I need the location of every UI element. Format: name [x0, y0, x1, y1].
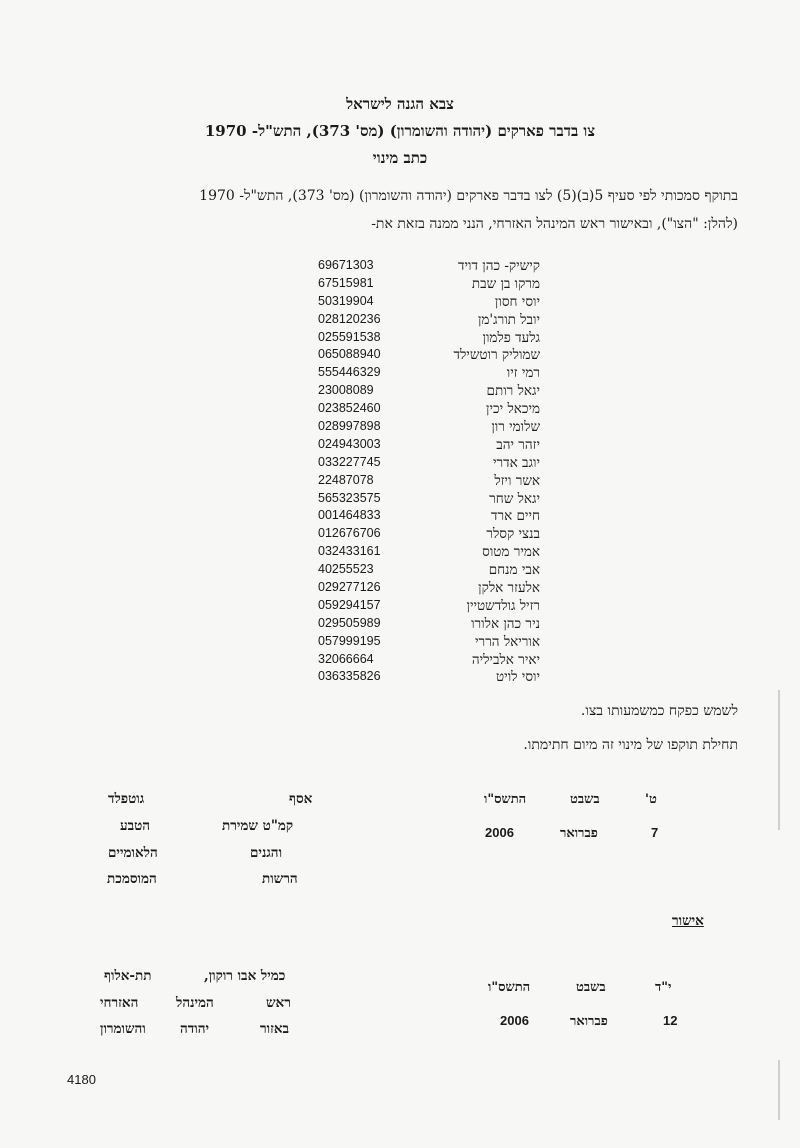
sig1-greg-month: פברואר: [560, 826, 598, 841]
appointee-name: אשר ויזל: [494, 472, 540, 489]
appointee-name: בנצי קסלר: [486, 526, 540, 543]
sig1-title-d: הלאומיים: [108, 845, 158, 861]
appointee-id: 059294157: [318, 597, 381, 612]
appointee-name: חיים ארד: [490, 508, 540, 525]
appointee-row: [300, 312, 540, 330]
appointee-name: יאיר אלביליה: [471, 651, 540, 668]
appointee-name: רזיל גולדשטיין: [466, 597, 540, 614]
sig1-title-f: המוסמכת: [107, 871, 157, 887]
appointee-row: [300, 598, 540, 616]
appointee-row: [300, 347, 540, 365]
appointee-row: [300, 544, 540, 562]
org-heading: צבא הגנה לישראל: [346, 95, 454, 113]
appointee-id: 036335826: [318, 669, 381, 684]
appointee-row: [300, 294, 540, 312]
sig1-title-c: והגנים: [250, 845, 283, 861]
sig2-title-d: באזור: [260, 1021, 290, 1037]
appointee-id: 69671303: [318, 258, 374, 272]
sig1-title-e: הרשות: [262, 871, 298, 887]
approval-label: אישור: [672, 913, 704, 929]
sig1-greg-day: 7: [651, 825, 659, 840]
sig2-greg-month: פברואר: [570, 1014, 608, 1029]
scan-edge-mark: [778, 690, 780, 830]
sig1-hebrew-year: התשס"ו: [484, 792, 527, 807]
intro-line-2: (להלן: "הצו"), ובאישור ראש המינהל האזרחי, הנני ממנה בזאת את-: [371, 216, 738, 232]
appointee-name: ניר כהן אלורו: [471, 615, 540, 632]
appointee-row: [300, 383, 540, 401]
appointee-name: אבי מנחם: [488, 562, 540, 579]
appointee-name: יוגב אדרי: [492, 454, 540, 471]
appointee-id: 012676706: [318, 526, 381, 541]
appointee-row: [300, 634, 540, 652]
appointee-name: יוסי לויט: [496, 669, 540, 686]
sig2-title-a: ראש: [266, 995, 291, 1011]
appointee-id: 028120236: [318, 311, 381, 326]
appointee-name: גלעד פלמון: [482, 329, 540, 346]
appointee-name: מיכאל יכין: [486, 401, 540, 418]
appointee-row: [300, 473, 540, 491]
appointee-id: 23008089: [318, 383, 374, 398]
appointee-name: שמוליק רוטשילד: [453, 347, 540, 364]
appointee-id: 028997898: [318, 419, 381, 434]
sig1-title-b: הטבע: [120, 818, 151, 834]
appointee-name: אוריאל הררי: [474, 633, 540, 650]
sig2-greg-year: 2006: [500, 1013, 529, 1028]
appointee-row: [300, 562, 540, 580]
appointee-id: 22487078: [318, 472, 374, 487]
sig2-title-f: והשומרון: [100, 1021, 146, 1037]
appointee-name: יזהר יהב: [496, 436, 540, 453]
validity-line: תחילת תוקפו של מינוי זה מיום חתימתו.: [523, 737, 738, 753]
appointee-id: 001464833: [318, 508, 381, 523]
order-heading: צו בדבר פארקים (יהודה והשומרון) (מס' 373), התש"ל- 1970: [204, 122, 596, 140]
appointee-id: 057999195: [318, 633, 381, 648]
appointee-id: 065088940: [318, 347, 381, 362]
appointee-row: [300, 491, 540, 509]
appointee-row: [300, 652, 540, 670]
appointee-id: 033227745: [318, 454, 381, 469]
appointee-name: יגאל רותם: [486, 383, 540, 400]
appointee-row: [300, 330, 540, 348]
scan-edge-mark: [778, 1060, 780, 1120]
appointee-row: [300, 455, 540, 473]
sig2-title-e: יהודה: [180, 1021, 210, 1037]
appointee-row: [300, 508, 540, 526]
sig1-greg-year: 2006: [485, 825, 514, 840]
appointee-id: 032433161: [318, 544, 381, 559]
appointee-id: 029277126: [318, 580, 381, 595]
appointee-name: יובל תורג'מן: [477, 311, 540, 328]
appointee-id: 555446329: [318, 365, 381, 380]
sig2-hebrew-year: התשס"ו: [488, 980, 531, 995]
appointee-name: יגאל שחר: [489, 490, 540, 507]
intro-line-1: בתוקף סמכותי לפי סעיף 5(ב)(5) לצו בדבר פארקים (יהודה והשומרון) (מס' 373), התש"ל- 1970: [199, 188, 738, 204]
appointee-list: [300, 258, 540, 687]
sig2-title-b: המינהל: [176, 995, 214, 1011]
appointee-row: [300, 437, 540, 455]
doc-type-heading: כתב מינוי: [372, 149, 428, 167]
appointee-id: 67515981: [318, 275, 374, 290]
sig1-title-a: קמ"ט שמירת: [222, 818, 294, 834]
appointee-row: [300, 365, 540, 383]
appointee-id: 024943003: [318, 436, 381, 451]
sig1-hebrew-day: ט': [645, 792, 657, 807]
sig2-title-c: האזרחי: [100, 995, 139, 1011]
appointee-id: 32066664: [318, 651, 374, 666]
sig2-rank: תת-אלוף: [104, 968, 152, 984]
appointee-name: אמיר מטוס: [482, 544, 540, 561]
appointee-row: [300, 580, 540, 598]
sig1-last-name: גוטפלד: [108, 791, 145, 807]
appointee-name: יוסי חסון: [494, 293, 540, 310]
appointee-row: [300, 276, 540, 294]
page-number: 4180: [67, 1072, 96, 1087]
appointee-row: [300, 258, 540, 276]
appointee-name: אלעזר אלקן: [478, 580, 540, 597]
appointee-name: קישיק- כהן דויד: [457, 258, 540, 274]
appointee-id: 029505989: [318, 615, 381, 630]
sig1-first-name: אסף: [289, 791, 313, 807]
appointee-id: 50319904: [318, 293, 374, 308]
appointee-row: [300, 616, 540, 634]
appointee-id: 025591538: [318, 329, 381, 344]
sig2-greg-day: 12: [663, 1013, 678, 1028]
appointee-row: [300, 401, 540, 419]
appointee-name: שלומי רון: [491, 419, 540, 436]
appointee-id: 023852460: [318, 401, 381, 416]
appointee-name: רמי זיו: [506, 365, 540, 382]
appointee-row: [300, 669, 540, 687]
appointee-row: [300, 526, 540, 544]
sig1-hebrew-month: בשבט: [570, 792, 600, 807]
appointee-id: 40255523: [318, 562, 374, 577]
sig2-hebrew-month: בשבט: [576, 980, 606, 995]
sig2-name: כמיל אבו רוקון,: [204, 968, 286, 984]
role-line: לשמש כפקח כמשמעותו בצו.: [580, 703, 738, 719]
appointee-name: מרקו בן שבת: [471, 275, 540, 292]
appointee-row: [300, 419, 540, 437]
appointee-id: 565323575: [318, 490, 381, 505]
sig2-hebrew-day: י"ד: [655, 980, 672, 995]
